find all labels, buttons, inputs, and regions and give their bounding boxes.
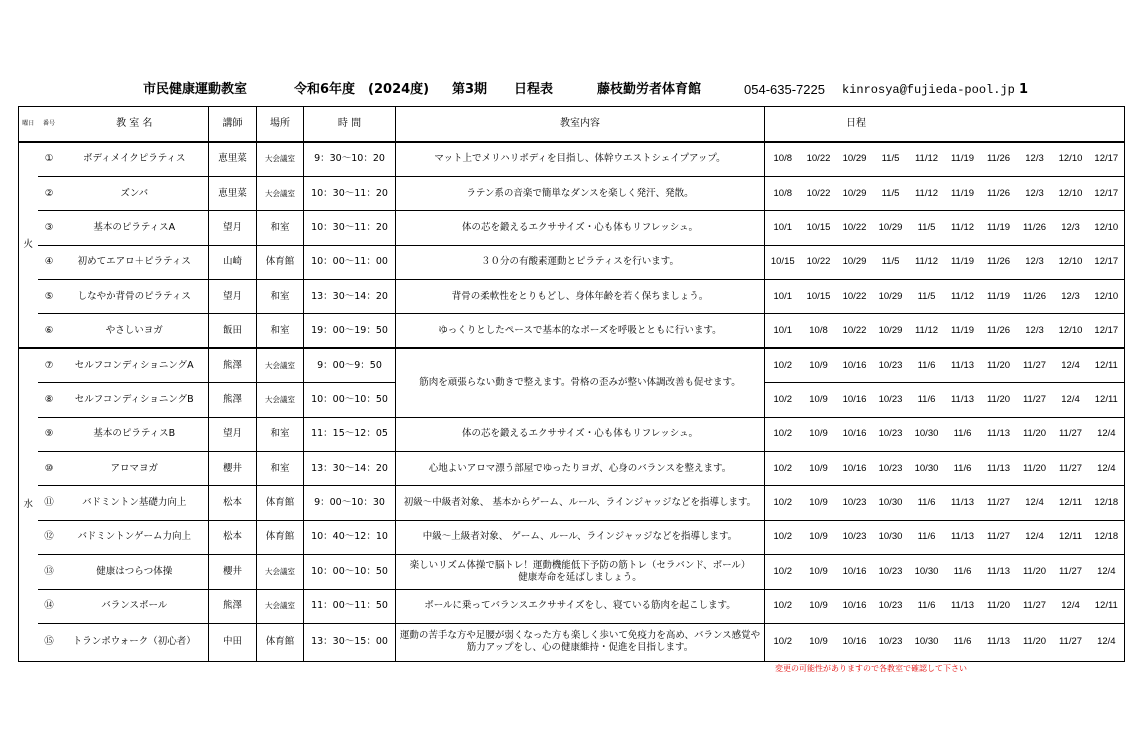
schedule-date: 10/23 <box>873 452 909 486</box>
schedule-date: 10/2 <box>765 555 801 589</box>
schedule-date: 11/12 <box>909 176 945 210</box>
place: 大会議室 <box>257 348 304 382</box>
class-number: ⑮ <box>38 623 61 661</box>
class-name: ズンバ <box>61 176 209 210</box>
class-content: 筋肉を頑張らない動きで整えます。骨格の歪みが整い体調改善も促せます。 <box>396 348 765 417</box>
schedule-date: 12/11 <box>1089 383 1125 417</box>
schedule-date: 10/9 <box>801 417 837 451</box>
class-time: 10：00～11：00 <box>304 245 396 279</box>
place: 大会議室 <box>257 142 304 176</box>
class-row <box>19 486 1125 520</box>
schedule-date: 12/18 <box>1089 520 1125 554</box>
class-content: 運動の苦手な方や足腰が弱くなった方も楽しく歩いて免疫力を高め、バランス感覚や 筋力アップをし、心の健康維持・促進を目指します。 <box>396 623 765 661</box>
change-notice: 変更の可能性がありますので各教室で確認して下さい <box>775 664 967 673</box>
class-number: ③ <box>38 211 61 245</box>
class-row <box>19 520 1125 554</box>
schedule-date: 12/18 <box>1089 486 1125 520</box>
schedule-date: 10/23 <box>873 417 909 451</box>
place: 大会議室 <box>257 176 304 210</box>
schedule-date: 11/5 <box>909 211 945 245</box>
schedule-date: 10/29 <box>837 245 873 279</box>
schedule-date: 10/22 <box>837 314 873 348</box>
class-name: ボディメイクピラティス <box>61 142 209 176</box>
place: 和室 <box>257 452 304 486</box>
schedule-date: 10/30 <box>873 486 909 520</box>
class-name: 初めてエアロ＋ピラティス <box>61 245 209 279</box>
instructor: 熊澤 <box>209 383 257 417</box>
schedule-date: 11/27 <box>1053 555 1089 589</box>
schedule-date: 12/10 <box>1053 176 1089 210</box>
class-name: しなやか背骨のピラティス <box>61 280 209 314</box>
schedule-date: 11/13 <box>981 555 1017 589</box>
schedule-date: 11/26 <box>981 245 1017 279</box>
schedule-date: 12/3 <box>1017 245 1053 279</box>
class-name-header: 教 室 名 <box>61 107 209 143</box>
schedule-date: 10/9 <box>801 520 837 554</box>
class-number: ② <box>38 176 61 210</box>
schedule-date: 11/26 <box>1017 211 1053 245</box>
class-name: トランポウォーク（初心者） <box>61 623 209 661</box>
schedule-date: 11/12 <box>945 280 981 314</box>
instructor: 恵里菜 <box>209 142 257 176</box>
class-name: アロマヨガ <box>61 452 209 486</box>
class-name: 基本のピラティスB <box>61 417 209 451</box>
schedule-date: 12/3 <box>1017 176 1053 210</box>
schedule-date: 11/20 <box>981 589 1017 623</box>
schedule-date: 11/19 <box>981 211 1017 245</box>
schedule-date: 10/29 <box>837 176 873 210</box>
class-name: バドミントン基礎力向上 <box>61 486 209 520</box>
place: 大会議室 <box>257 555 304 589</box>
schedule-date: 10/9 <box>801 589 837 623</box>
schedule-date: 11/26 <box>1017 280 1053 314</box>
schedule-date: 10/8 <box>765 176 801 210</box>
column-header-row <box>19 107 1125 143</box>
schedule-date: 11/27 <box>1053 417 1089 451</box>
class-time: 11：00～11：50 <box>304 589 396 623</box>
schedule-date: 11/19 <box>945 314 981 348</box>
schedule-date: 11/26 <box>981 314 1017 348</box>
schedule-date: 11/6 <box>909 589 945 623</box>
schedule-body <box>19 142 1125 661</box>
schedule-date: 10/23 <box>837 486 873 520</box>
schedule-date: 10/23 <box>873 623 909 661</box>
class-content: 体の芯を鍛えるエクササイズ・心も体もリフレッシュ。 <box>396 417 765 451</box>
schedule-date: 10/9 <box>801 486 837 520</box>
class-name: バランスボール <box>61 589 209 623</box>
schedule-date: 10/22 <box>837 280 873 314</box>
schedule-date: 10/22 <box>837 211 873 245</box>
schedule-date: 11/13 <box>981 623 1017 661</box>
schedule-date: 12/17 <box>1089 245 1125 279</box>
schedule-date: 11/6 <box>909 383 945 417</box>
schedule-date: 10/23 <box>873 348 909 382</box>
schedule-date: 10/2 <box>765 623 801 661</box>
place: 体育館 <box>257 623 304 661</box>
schedule-date: 10/1 <box>765 314 801 348</box>
class-time: 13：30～15：00 <box>304 623 396 661</box>
schedule-date: 11/27 <box>1017 348 1053 382</box>
schedule-date: 10/30 <box>873 520 909 554</box>
place: 和室 <box>257 417 304 451</box>
class-number: ⑤ <box>38 280 61 314</box>
class-row <box>19 623 1125 661</box>
schedule-date: 11/19 <box>945 142 981 176</box>
instructor: 望月 <box>209 417 257 451</box>
class-time: 9：00～9：50 <box>304 348 396 382</box>
schedule-date: 10/23 <box>873 383 909 417</box>
schedule-date: 11/13 <box>945 348 981 382</box>
number-header: 番号 <box>38 107 61 143</box>
schedule-date: 12/10 <box>1053 245 1089 279</box>
schedule-date: 11/19 <box>981 280 1017 314</box>
instructor: 中田 <box>209 623 257 661</box>
schedule-date: 12/11 <box>1089 348 1125 382</box>
class-time: 13：30～14：20 <box>304 452 396 486</box>
schedule-date: 12/3 <box>1053 211 1089 245</box>
class-time: 10：30～11：20 <box>304 176 396 210</box>
term-label: 第3期 <box>452 82 488 97</box>
class-row <box>19 314 1125 348</box>
day-label: 水 <box>19 348 38 661</box>
schedule-date: 10/16 <box>837 417 873 451</box>
schedule-date: 11/12 <box>909 314 945 348</box>
schedule-date: 11/27 <box>1017 589 1053 623</box>
schedule-date: 10/2 <box>765 417 801 451</box>
class-number: ⑭ <box>38 589 61 623</box>
schedule-date: 11/19 <box>945 245 981 279</box>
schedule-date: 11/27 <box>981 520 1017 554</box>
schedule-date: 12/4 <box>1089 623 1125 661</box>
schedule-date: 12/17 <box>1089 314 1125 348</box>
schedule-date: 10/1 <box>765 280 801 314</box>
schedule-date: 12/10 <box>1053 314 1089 348</box>
schedule-date: 12/4 <box>1017 520 1053 554</box>
schedule-date: 11/19 <box>945 176 981 210</box>
schedule-date: 12/11 <box>1053 520 1089 554</box>
instructor: 望月 <box>209 211 257 245</box>
schedule-date: 11/6 <box>909 520 945 554</box>
schedule-header: 日程 <box>765 107 1125 143</box>
schedule-date: 10/29 <box>873 211 909 245</box>
schedule-date: 11/26 <box>981 176 1017 210</box>
class-time: 10：00～10：50 <box>304 383 396 417</box>
schedule-date: 10/15 <box>801 280 837 314</box>
schedule-date: 12/3 <box>1053 280 1089 314</box>
class-content: 体の芯を鍛えるエクササイズ・心も体もリフレッシュ。 <box>396 211 765 245</box>
class-row <box>19 417 1125 451</box>
schedule-date: 10/16 <box>837 589 873 623</box>
schedule-table <box>18 106 1125 662</box>
class-row <box>19 211 1125 245</box>
schedule-date: 12/10 <box>1089 211 1125 245</box>
class-number: ⑨ <box>38 417 61 451</box>
email-address: kinrosya@fujieda-pool.jp <box>842 83 1015 97</box>
schedule-date: 11/12 <box>909 245 945 279</box>
place: 和室 <box>257 211 304 245</box>
class-row <box>19 589 1125 623</box>
class-time: 10：30～11：20 <box>304 211 396 245</box>
class-number: ⑫ <box>38 520 61 554</box>
schedule-date: 10/16 <box>837 383 873 417</box>
schedule-date: 11/13 <box>981 417 1017 451</box>
class-time: 19：00～19：50 <box>304 314 396 348</box>
schedule-date: 11/5 <box>909 280 945 314</box>
schedule-date: 10/22 <box>801 245 837 279</box>
class-time: 11：15～12：05 <box>304 417 396 451</box>
place: 和室 <box>257 280 304 314</box>
phone-number: 054-635-7225 <box>744 82 825 97</box>
schedule-date: 11/5 <box>873 142 909 176</box>
place: 体育館 <box>257 245 304 279</box>
schedule-date: 10/30 <box>909 417 945 451</box>
schedule-date: 11/27 <box>1053 623 1089 661</box>
fiscal-year: 令和6年度 (2024度) <box>294 82 430 97</box>
schedule-date: 11/6 <box>909 486 945 520</box>
schedule-date: 10/23 <box>837 520 873 554</box>
instructor: 松本 <box>209 486 257 520</box>
class-content: ３０分の有酸素運動とピラティスを行います。 <box>396 245 765 279</box>
instructor: 山崎 <box>209 245 257 279</box>
class-time: 9：00～10：30 <box>304 486 396 520</box>
schedule-date: 10/8 <box>765 142 801 176</box>
instructor-header: 講師 <box>209 107 257 143</box>
schedule-date: 12/17 <box>1089 142 1125 176</box>
schedule-date: 12/4 <box>1053 383 1089 417</box>
class-content: 背骨の柔軟性をとりもどし、身体年齢を若く保ちましょう。 <box>396 280 765 314</box>
instructor: 櫻井 <box>209 555 257 589</box>
place-header: 場所 <box>257 107 304 143</box>
schedule-date: 11/13 <box>945 486 981 520</box>
class-name: 健康はつらつ体操 <box>61 555 209 589</box>
schedule-date: 11/6 <box>909 348 945 382</box>
schedule-date: 12/4 <box>1017 486 1053 520</box>
schedule-date: 10/15 <box>765 245 801 279</box>
schedule-date: 11/5 <box>873 176 909 210</box>
instructor: 熊澤 <box>209 348 257 382</box>
schedule-date: 11/26 <box>981 142 1017 176</box>
class-content: ボールに乗ってバランスエクササイズをし、寝ている筋肉を起こします。 <box>396 589 765 623</box>
class-number: ① <box>38 142 61 176</box>
document-type: 日程表 <box>514 82 554 97</box>
class-number: ⑦ <box>38 348 61 382</box>
schedule-date: 12/10 <box>1053 142 1089 176</box>
class-number: ⑩ <box>38 452 61 486</box>
class-row <box>19 245 1125 279</box>
class-content: ゆっくりとしたペースで基本的なポーズを呼吸とともに行います。 <box>396 314 765 348</box>
schedule-date: 10/2 <box>765 383 801 417</box>
schedule-date: 10/16 <box>837 452 873 486</box>
schedule-date: 11/5 <box>873 245 909 279</box>
schedule-date: 11/20 <box>1017 623 1053 661</box>
schedule-date: 10/8 <box>801 314 837 348</box>
instructor: 望月 <box>209 280 257 314</box>
schedule-date: 10/30 <box>909 623 945 661</box>
class-number: ⑧ <box>38 383 61 417</box>
class-name: バドミントンゲーム力向上 <box>61 520 209 554</box>
schedule-date: 10/23 <box>873 589 909 623</box>
schedule-date: 10/29 <box>873 280 909 314</box>
content-header: 教室内容 <box>396 107 765 143</box>
schedule-date: 11/13 <box>945 520 981 554</box>
class-name: やさしいヨガ <box>61 314 209 348</box>
schedule-date: 11/12 <box>909 142 945 176</box>
schedule-date: 12/4 <box>1089 555 1125 589</box>
schedule-date: 11/27 <box>1053 452 1089 486</box>
schedule-date: 11/6 <box>945 417 981 451</box>
schedule-date: 10/1 <box>765 211 801 245</box>
instructor: 飯田 <box>209 314 257 348</box>
schedule-date: 10/30 <box>909 555 945 589</box>
class-number: ⑪ <box>38 486 61 520</box>
schedule-date: 12/11 <box>1089 589 1125 623</box>
day-label: 火 <box>19 142 38 348</box>
schedule-date: 11/20 <box>1017 555 1053 589</box>
class-name: 基本のピラティスA <box>61 211 209 245</box>
schedule-date: 10/16 <box>837 555 873 589</box>
schedule-date: 11/20 <box>981 383 1017 417</box>
schedule-date: 10/9 <box>801 383 837 417</box>
class-number: ⑬ <box>38 555 61 589</box>
schedule-date: 10/29 <box>873 314 909 348</box>
schedule-date: 10/9 <box>801 555 837 589</box>
place: 体育館 <box>257 486 304 520</box>
class-number: ⑥ <box>38 314 61 348</box>
class-content: 心地よいアロマ漂う部屋でゆったりヨガ、心身のバランスを整えます。 <box>396 452 765 486</box>
schedule-date: 11/13 <box>945 383 981 417</box>
schedule-date: 10/22 <box>801 176 837 210</box>
class-time: 10：00～10：50 <box>304 555 396 589</box>
schedule-date: 11/6 <box>945 452 981 486</box>
schedule-date: 10/22 <box>801 142 837 176</box>
schedule-date: 10/9 <box>801 348 837 382</box>
schedule-date: 11/13 <box>945 589 981 623</box>
time-header: 時 間 <box>304 107 396 143</box>
instructor: 松本 <box>209 520 257 554</box>
class-row <box>19 176 1125 210</box>
schedule-date: 12/4 <box>1053 589 1089 623</box>
place: 体育館 <box>257 520 304 554</box>
class-row <box>19 452 1125 486</box>
schedule-date: 12/11 <box>1053 486 1089 520</box>
instructor: 恵里菜 <box>209 176 257 210</box>
place: 大会議室 <box>257 383 304 417</box>
schedule-date: 11/6 <box>945 623 981 661</box>
class-row <box>19 280 1125 314</box>
class-content: ラテン系の音楽で簡単なダンスを楽しく発汗、発散。 <box>396 176 765 210</box>
schedule-date: 10/30 <box>909 452 945 486</box>
day-header: 曜日 <box>19 107 38 143</box>
schedule-date: 11/20 <box>1017 452 1053 486</box>
schedule-date: 10/29 <box>837 142 873 176</box>
schedule-date: 11/27 <box>981 486 1017 520</box>
class-content: 中級～上級者対象、 ゲーム、ルール、ラインジャッジなどを指導します。 <box>396 520 765 554</box>
schedule-date: 12/4 <box>1089 452 1125 486</box>
class-time: 13：30～14：20 <box>304 280 396 314</box>
schedule-date: 10/9 <box>801 623 837 661</box>
program-title: 市民健康運動教室 <box>143 82 248 97</box>
schedule-date: 10/2 <box>765 452 801 486</box>
schedule-date: 11/20 <box>981 348 1017 382</box>
schedule-date: 11/12 <box>945 211 981 245</box>
class-content: マット上でメリハリボディを目指し、体幹ウエストシェイプアップ。 <box>396 142 765 176</box>
place: 大会議室 <box>257 589 304 623</box>
schedule-date: 12/4 <box>1089 417 1125 451</box>
class-row <box>19 142 1125 176</box>
page-number: 1 <box>1019 82 1029 97</box>
class-name: セルフコンディショニングA <box>61 348 209 382</box>
schedule-date: 11/20 <box>1017 417 1053 451</box>
class-time: 10：40～12：10 <box>304 520 396 554</box>
schedule-date: 10/23 <box>873 555 909 589</box>
schedule-date: 10/16 <box>837 623 873 661</box>
schedule-date: 10/2 <box>765 348 801 382</box>
class-content: 初級～中級者対象、 基本からゲーム、ルール、ラインジャッジなどを指導します。 <box>396 486 765 520</box>
schedule-date: 10/9 <box>801 452 837 486</box>
schedule-date: 10/2 <box>765 486 801 520</box>
class-name: セルフコンディショニングB <box>61 383 209 417</box>
schedule-date: 11/13 <box>981 452 1017 486</box>
class-row <box>19 348 1125 382</box>
schedule-date: 12/4 <box>1053 348 1089 382</box>
class-content: 楽しいリズム体操で脳トレ！運動機能低下予防の筋トレ（セラバンド、ボール） 健康寿命を延ばしましょう。 <box>396 555 765 589</box>
schedule-date: 10/2 <box>765 520 801 554</box>
instructor: 熊澤 <box>209 589 257 623</box>
instructor: 櫻井 <box>209 452 257 486</box>
schedule-date: 12/17 <box>1089 176 1125 210</box>
schedule-date: 11/27 <box>1017 383 1053 417</box>
schedule-date: 10/16 <box>837 348 873 382</box>
schedule-date: 10/2 <box>765 589 801 623</box>
schedule-date: 12/10 <box>1089 280 1125 314</box>
class-time: 9：30～10：20 <box>304 142 396 176</box>
class-number: ④ <box>38 245 61 279</box>
schedule-date: 10/15 <box>801 211 837 245</box>
schedule-date: 11/6 <box>945 555 981 589</box>
schedule-date: 12/3 <box>1017 142 1053 176</box>
class-row <box>19 555 1125 589</box>
schedule-date: 12/3 <box>1017 314 1053 348</box>
place: 和室 <box>257 314 304 348</box>
venue-name: 藤枝勤労者体育館 <box>597 82 702 97</box>
